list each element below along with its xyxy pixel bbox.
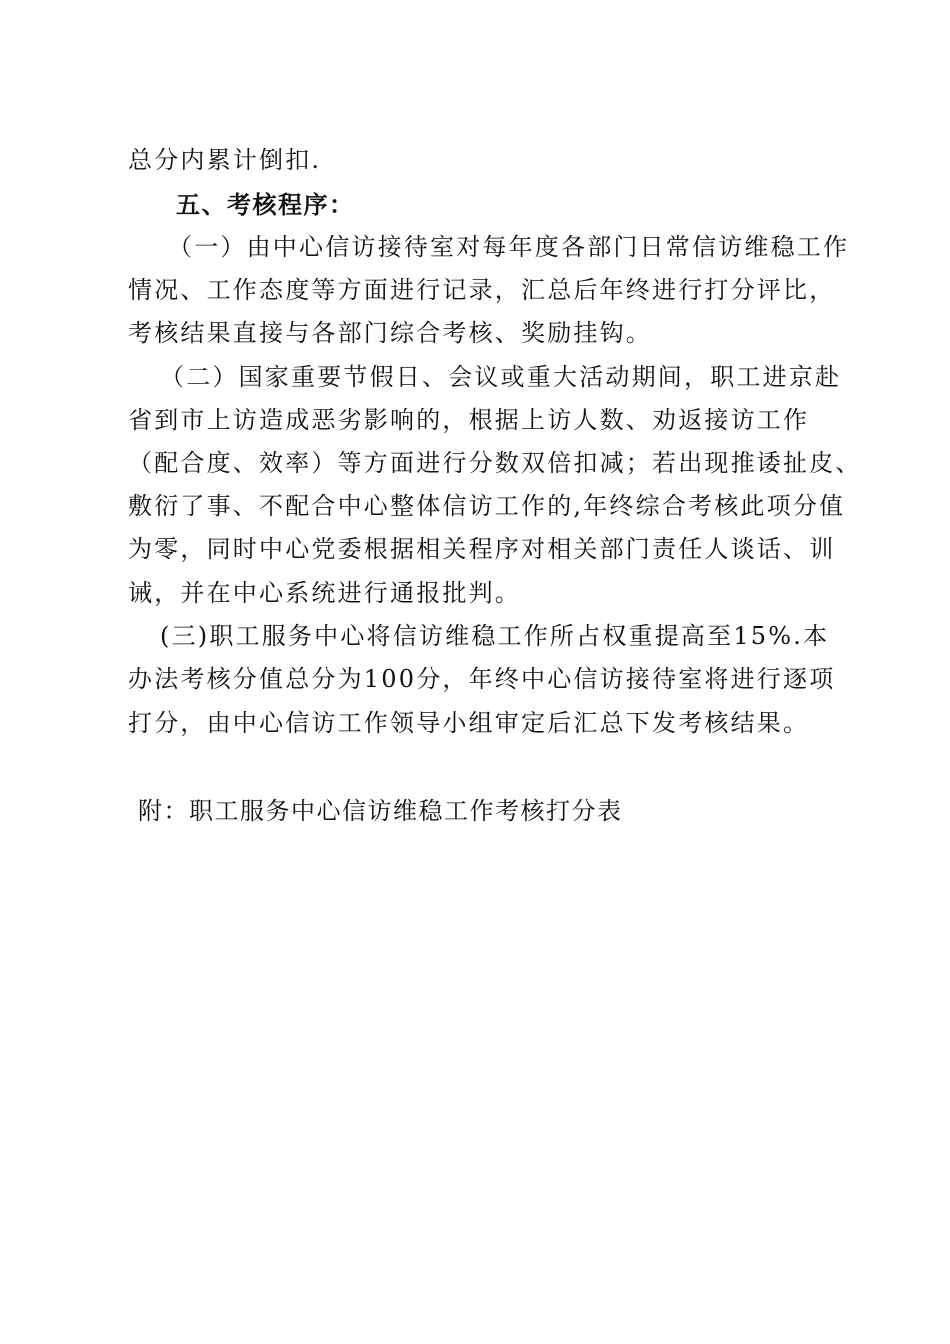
paragraph-2-line-2: 省到市上访造成恶劣影响的，根据上访人数、劝返接访工作 — [128, 406, 810, 434]
paragraph-1-line-3: 考核结果直接与各部门综合考核、奖励挂钩。 — [128, 319, 652, 347]
paragraph-1-line-1: （一）由中心信访接待室对每年度各部门日常信访维稳工作 — [168, 233, 850, 261]
paragraph-2-line-4: 敷衍了事、不配合中心整体信访工作的,年终综合考核此项分值 — [128, 492, 846, 520]
section-heading-procedure: 五、考核程序： — [176, 190, 355, 219]
paragraph-2-line-6: 诫，并在中心系统进行通报批判。 — [128, 579, 521, 607]
paragraph-3-line-3: 打分，由中心信访工作领导小组审定后汇总下发考核结果。 — [128, 709, 810, 737]
paragraph-1-line-2: 情况、工作态度等方面进行记录，汇总后年终进行打分评比， — [128, 276, 836, 304]
paragraph-3-line-1: (三)职工服务中心将信访维稳工作所占权重提高至15%.本 — [160, 622, 830, 650]
paragraph-2-line-5: 为零，同时中心党委根据相关程序对相关部门责任人谈话、训 — [128, 535, 836, 563]
attachment-note: 附：职工服务中心信访维稳工作考核打分表 — [138, 797, 623, 825]
paragraph-2-line-3: （配合度、效率）等方面进行分数双倍扣减；若出现推诿扯皮、 — [128, 449, 862, 477]
paragraph-3-line-2: 办法考核分值总分为100分，年终中心信访接待室将进行逐项 — [128, 665, 836, 693]
paragraph-2-line-1: （二）国家重要节假日、会议或重大活动期间，职工进京赴 — [160, 363, 842, 391]
paragraph-line-carryover: 总分内累计倒扣. — [128, 146, 322, 174]
